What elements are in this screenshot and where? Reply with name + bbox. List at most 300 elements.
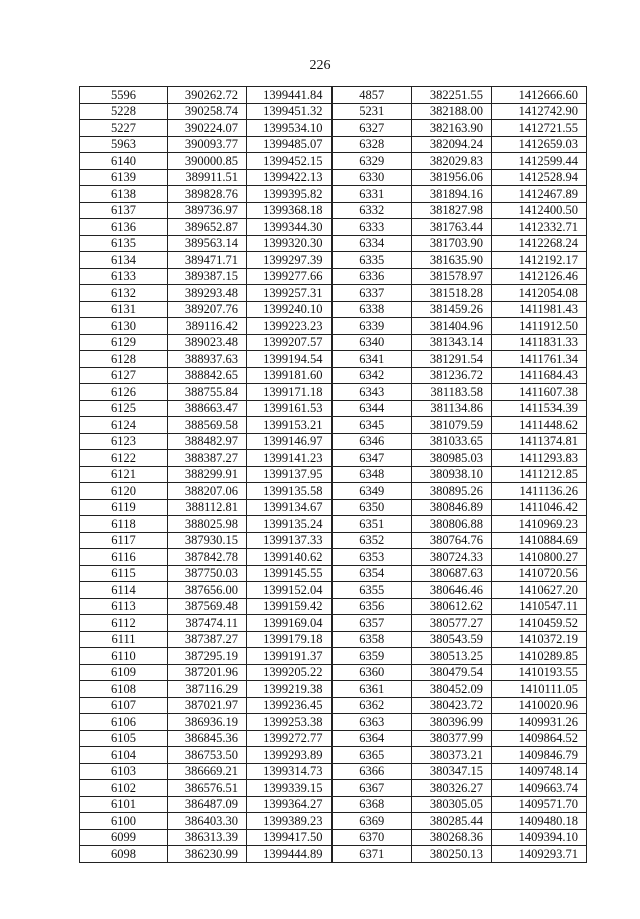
y-coordinate-cell: 1409846.79 (492, 747, 587, 764)
point-id-cell: 5231 (332, 103, 412, 120)
table-row (80, 598, 587, 615)
x-coordinate-cell: 386487.09 (168, 796, 247, 813)
point-id-cell: 6338 (332, 301, 412, 318)
y-coordinate-cell: 1410020.96 (492, 697, 587, 714)
table-row (80, 499, 587, 516)
table-row (80, 846, 587, 863)
point-id-cell: 5228 (80, 103, 168, 120)
y-coordinate-cell: 1410111.05 (492, 681, 587, 698)
y-coordinate-cell: 1412659.03 (492, 136, 587, 153)
y-coordinate-cell: 1409480.18 (492, 813, 587, 830)
point-id-cell: 6363 (332, 714, 412, 731)
x-coordinate-cell: 380396.99 (412, 714, 492, 731)
table-row (80, 334, 587, 351)
y-coordinate-cell: 1399395.82 (247, 186, 332, 203)
y-coordinate-cell: 1409864.52 (492, 730, 587, 747)
point-id-cell: 6361 (332, 681, 412, 698)
y-coordinate-cell: 1412528.94 (492, 169, 587, 186)
x-coordinate-cell: 389736.97 (168, 202, 247, 219)
point-id-cell: 6333 (332, 219, 412, 236)
x-coordinate-cell: 387116.29 (168, 681, 247, 698)
table-row (80, 268, 587, 285)
point-id-cell: 6331 (332, 186, 412, 203)
y-coordinate-cell: 1399389.23 (247, 813, 332, 830)
point-id-cell: 6130 (80, 318, 168, 335)
x-coordinate-cell: 382251.55 (412, 87, 492, 104)
point-id-cell: 6343 (332, 384, 412, 401)
table-row (80, 318, 587, 335)
table-row (80, 763, 587, 780)
y-coordinate-cell: 1411831.33 (492, 334, 587, 351)
table-row (80, 367, 587, 384)
x-coordinate-cell: 388755.84 (168, 384, 247, 401)
y-coordinate-cell: 1399135.24 (247, 516, 332, 533)
table-row (80, 549, 587, 566)
y-coordinate-cell: 1399293.89 (247, 747, 332, 764)
point-id-cell: 6139 (80, 169, 168, 186)
point-id-cell: 6345 (332, 417, 412, 434)
y-coordinate-cell: 1399534.10 (247, 120, 332, 137)
x-coordinate-cell: 386313.39 (168, 829, 247, 846)
point-id-cell: 6348 (332, 466, 412, 483)
x-coordinate-cell: 380724.33 (412, 549, 492, 566)
table-row (80, 664, 587, 681)
point-id-cell: 5227 (80, 120, 168, 137)
x-coordinate-cell: 386669.21 (168, 763, 247, 780)
point-id-cell: 6350 (332, 499, 412, 516)
point-id-cell: 6119 (80, 499, 168, 516)
x-coordinate-cell: 380985.03 (412, 450, 492, 467)
point-id-cell: 6099 (80, 829, 168, 846)
y-coordinate-cell: 1412192.17 (492, 252, 587, 269)
x-coordinate-cell: 388112.81 (168, 499, 247, 516)
y-coordinate-cell: 1399191.37 (247, 648, 332, 665)
y-coordinate-cell: 1411046.42 (492, 499, 587, 516)
table-row (80, 384, 587, 401)
table-row (80, 615, 587, 632)
table-row (80, 532, 587, 549)
y-coordinate-cell: 1399159.42 (247, 598, 332, 615)
y-coordinate-cell: 1411534.39 (492, 400, 587, 417)
point-id-cell: 6358 (332, 631, 412, 648)
x-coordinate-cell: 380326.27 (412, 780, 492, 797)
y-coordinate-cell: 1399152.04 (247, 582, 332, 599)
point-id-cell: 6120 (80, 483, 168, 500)
x-coordinate-cell: 381763.44 (412, 219, 492, 236)
y-coordinate-cell: 1412400.50 (492, 202, 587, 219)
point-id-cell: 6106 (80, 714, 168, 731)
x-coordinate-cell: 388569.58 (168, 417, 247, 434)
x-coordinate-cell: 381079.59 (412, 417, 492, 434)
y-coordinate-cell: 1399134.67 (247, 499, 332, 516)
table-row (80, 714, 587, 731)
point-id-cell: 6121 (80, 466, 168, 483)
y-coordinate-cell: 1399257.31 (247, 285, 332, 302)
x-coordinate-cell: 380513.25 (412, 648, 492, 665)
y-coordinate-cell: 1410884.69 (492, 532, 587, 549)
y-coordinate-cell: 1399219.38 (247, 681, 332, 698)
y-coordinate-cell: 1399236.45 (247, 697, 332, 714)
x-coordinate-cell: 389207.76 (168, 301, 247, 318)
x-coordinate-cell: 389293.48 (168, 285, 247, 302)
x-coordinate-cell: 388387.27 (168, 450, 247, 467)
x-coordinate-cell: 386936.19 (168, 714, 247, 731)
x-coordinate-cell: 381343.14 (412, 334, 492, 351)
point-id-cell: 6136 (80, 219, 168, 236)
y-coordinate-cell: 1409394.10 (492, 829, 587, 846)
point-id-cell: 6330 (332, 169, 412, 186)
point-id-cell: 6351 (332, 516, 412, 533)
table-row (80, 103, 587, 120)
y-coordinate-cell: 1412332.71 (492, 219, 587, 236)
x-coordinate-cell: 387656.00 (168, 582, 247, 599)
y-coordinate-cell: 1399146.97 (247, 433, 332, 450)
x-coordinate-cell: 382094.24 (412, 136, 492, 153)
x-coordinate-cell: 381183.58 (412, 384, 492, 401)
point-id-cell: 6328 (332, 136, 412, 153)
y-coordinate-cell: 1411212.85 (492, 466, 587, 483)
x-coordinate-cell: 390093.77 (168, 136, 247, 153)
y-coordinate-cell: 1399141.23 (247, 450, 332, 467)
coordinates-table-body (80, 87, 587, 863)
x-coordinate-cell: 380806.88 (412, 516, 492, 533)
y-coordinate-cell: 1411761.34 (492, 351, 587, 368)
table-row (80, 450, 587, 467)
point-id-cell: 6128 (80, 351, 168, 368)
point-id-cell: 6353 (332, 549, 412, 566)
table-row (80, 120, 587, 137)
y-coordinate-cell: 1410372.19 (492, 631, 587, 648)
x-coordinate-cell: 387474.11 (168, 615, 247, 632)
y-coordinate-cell: 1412054.08 (492, 285, 587, 302)
table-row (80, 219, 587, 236)
point-id-cell: 6138 (80, 186, 168, 203)
y-coordinate-cell: 1399205.22 (247, 664, 332, 681)
x-coordinate-cell: 380895.26 (412, 483, 492, 500)
y-coordinate-cell: 1399137.95 (247, 466, 332, 483)
x-coordinate-cell: 386403.30 (168, 813, 247, 830)
x-coordinate-cell: 381291.54 (412, 351, 492, 368)
table-row (80, 730, 587, 747)
y-coordinate-cell: 1411684.43 (492, 367, 587, 384)
point-id-cell: 6335 (332, 252, 412, 269)
point-id-cell: 6354 (332, 565, 412, 582)
y-coordinate-cell: 1399344.30 (247, 219, 332, 236)
point-id-cell: 6368 (332, 796, 412, 813)
y-coordinate-cell: 1412721.55 (492, 120, 587, 137)
y-coordinate-cell: 1409663.74 (492, 780, 587, 797)
table-row (80, 301, 587, 318)
y-coordinate-cell: 1412599.44 (492, 153, 587, 170)
y-coordinate-cell: 1411374.81 (492, 433, 587, 450)
y-coordinate-cell: 1399207.57 (247, 334, 332, 351)
x-coordinate-cell: 390000.85 (168, 153, 247, 170)
table-row (80, 780, 587, 797)
table-row (80, 252, 587, 269)
y-coordinate-cell: 1410459.52 (492, 615, 587, 632)
y-coordinate-cell: 1411607.38 (492, 384, 587, 401)
table-row (80, 466, 587, 483)
y-coordinate-cell: 1409571.70 (492, 796, 587, 813)
y-coordinate-cell: 1399314.73 (247, 763, 332, 780)
x-coordinate-cell: 380687.63 (412, 565, 492, 582)
point-id-cell: 6105 (80, 730, 168, 747)
x-coordinate-cell: 381033.65 (412, 433, 492, 450)
point-id-cell: 6112 (80, 615, 168, 632)
point-id-cell: 6124 (80, 417, 168, 434)
y-coordinate-cell: 1409293.71 (492, 846, 587, 863)
table-row (80, 153, 587, 170)
point-id-cell: 6103 (80, 763, 168, 780)
x-coordinate-cell: 380646.46 (412, 582, 492, 599)
y-coordinate-cell: 1399451.32 (247, 103, 332, 120)
point-id-cell: 6132 (80, 285, 168, 302)
x-coordinate-cell: 380577.27 (412, 615, 492, 632)
point-id-cell: 6104 (80, 747, 168, 764)
y-coordinate-cell: 1399137.33 (247, 532, 332, 549)
y-coordinate-cell: 1411981.43 (492, 301, 587, 318)
x-coordinate-cell: 382029.83 (412, 153, 492, 170)
table-row (80, 648, 587, 665)
point-id-cell: 6113 (80, 598, 168, 615)
point-id-cell: 6107 (80, 697, 168, 714)
point-id-cell: 6359 (332, 648, 412, 665)
point-id-cell: 6125 (80, 400, 168, 417)
y-coordinate-cell: 1399444.89 (247, 846, 332, 863)
table-row (80, 565, 587, 582)
point-id-cell: 6336 (332, 268, 412, 285)
x-coordinate-cell: 380543.59 (412, 631, 492, 648)
x-coordinate-cell: 388937.63 (168, 351, 247, 368)
point-id-cell: 6367 (332, 780, 412, 797)
x-coordinate-cell: 389023.48 (168, 334, 247, 351)
table-row (80, 697, 587, 714)
x-coordinate-cell: 380347.15 (412, 763, 492, 780)
y-coordinate-cell: 1411912.50 (492, 318, 587, 335)
point-id-cell: 6334 (332, 235, 412, 252)
y-coordinate-cell: 1399171.18 (247, 384, 332, 401)
point-id-cell: 5596 (80, 87, 168, 104)
y-coordinate-cell: 1399140.62 (247, 549, 332, 566)
point-id-cell: 6135 (80, 235, 168, 252)
table-row (80, 582, 587, 599)
point-id-cell: 6127 (80, 367, 168, 384)
table-row (80, 681, 587, 698)
x-coordinate-cell: 390224.07 (168, 120, 247, 137)
y-coordinate-cell: 1410547.11 (492, 598, 587, 615)
x-coordinate-cell: 388482.97 (168, 433, 247, 450)
point-id-cell: 6369 (332, 813, 412, 830)
y-coordinate-cell: 1412126.46 (492, 268, 587, 285)
x-coordinate-cell: 387750.03 (168, 565, 247, 582)
point-id-cell: 6140 (80, 153, 168, 170)
x-coordinate-cell: 389828.76 (168, 186, 247, 203)
y-coordinate-cell: 1399145.55 (247, 565, 332, 582)
x-coordinate-cell: 381404.96 (412, 318, 492, 335)
x-coordinate-cell: 381236.72 (412, 367, 492, 384)
y-coordinate-cell: 1399368.18 (247, 202, 332, 219)
point-id-cell: 5963 (80, 136, 168, 153)
x-coordinate-cell: 386753.50 (168, 747, 247, 764)
table-row (80, 235, 587, 252)
point-id-cell: 6371 (332, 846, 412, 863)
y-coordinate-cell: 1399441.84 (247, 87, 332, 104)
table-row (80, 796, 587, 813)
table-row (80, 87, 587, 104)
y-coordinate-cell: 1399452.15 (247, 153, 332, 170)
y-coordinate-cell: 1410627.20 (492, 582, 587, 599)
y-coordinate-cell: 1399135.58 (247, 483, 332, 500)
point-id-cell: 6101 (80, 796, 168, 813)
x-coordinate-cell: 381956.06 (412, 169, 492, 186)
x-coordinate-cell: 390262.72 (168, 87, 247, 104)
page-number: 226 (309, 58, 331, 73)
point-id-cell: 6362 (332, 697, 412, 714)
point-id-cell: 6349 (332, 483, 412, 500)
table-row (80, 417, 587, 434)
y-coordinate-cell: 1399320.30 (247, 235, 332, 252)
x-coordinate-cell: 389563.14 (168, 235, 247, 252)
point-id-cell: 6118 (80, 516, 168, 533)
point-id-cell: 6329 (332, 153, 412, 170)
coordinates-table (79, 86, 587, 863)
x-coordinate-cell: 389652.87 (168, 219, 247, 236)
y-coordinate-cell: 1399179.18 (247, 631, 332, 648)
table-row (80, 631, 587, 648)
point-id-cell: 6115 (80, 565, 168, 582)
point-id-cell: 6366 (332, 763, 412, 780)
point-id-cell: 6137 (80, 202, 168, 219)
x-coordinate-cell: 381635.90 (412, 252, 492, 269)
x-coordinate-cell: 381827.98 (412, 202, 492, 219)
point-id-cell: 6109 (80, 664, 168, 681)
point-id-cell: 6370 (332, 829, 412, 846)
x-coordinate-cell: 381703.90 (412, 235, 492, 252)
point-id-cell: 4857 (332, 87, 412, 104)
x-coordinate-cell: 380846.89 (412, 499, 492, 516)
x-coordinate-cell: 387295.19 (168, 648, 247, 665)
point-id-cell: 6098 (80, 846, 168, 863)
x-coordinate-cell: 389911.51 (168, 169, 247, 186)
x-coordinate-cell: 380479.54 (412, 664, 492, 681)
x-coordinate-cell: 388842.65 (168, 367, 247, 384)
table-row (80, 136, 587, 153)
x-coordinate-cell: 389387.15 (168, 268, 247, 285)
point-id-cell: 6100 (80, 813, 168, 830)
x-coordinate-cell: 387021.97 (168, 697, 247, 714)
x-coordinate-cell: 386576.51 (168, 780, 247, 797)
y-coordinate-cell: 1399485.07 (247, 136, 332, 153)
point-id-cell: 6108 (80, 681, 168, 698)
y-coordinate-cell: 1409931.26 (492, 714, 587, 731)
point-id-cell: 6110 (80, 648, 168, 665)
y-coordinate-cell: 1412666.60 (492, 87, 587, 104)
x-coordinate-cell: 380764.76 (412, 532, 492, 549)
point-id-cell: 6111 (80, 631, 168, 648)
x-coordinate-cell: 386845.36 (168, 730, 247, 747)
y-coordinate-cell: 1409748.14 (492, 763, 587, 780)
y-coordinate-cell: 1399297.39 (247, 252, 332, 269)
x-coordinate-cell: 389116.42 (168, 318, 247, 335)
x-coordinate-cell: 380373.21 (412, 747, 492, 764)
point-id-cell: 6114 (80, 582, 168, 599)
y-coordinate-cell: 1412268.24 (492, 235, 587, 252)
x-coordinate-cell: 387930.15 (168, 532, 247, 549)
point-id-cell: 6102 (80, 780, 168, 797)
x-coordinate-cell: 380377.99 (412, 730, 492, 747)
y-coordinate-cell: 1399422.13 (247, 169, 332, 186)
x-coordinate-cell: 389471.71 (168, 252, 247, 269)
point-id-cell: 6357 (332, 615, 412, 632)
y-coordinate-cell: 1411293.83 (492, 450, 587, 467)
point-id-cell: 6364 (332, 730, 412, 747)
point-id-cell: 6342 (332, 367, 412, 384)
y-coordinate-cell: 1412467.89 (492, 186, 587, 203)
x-coordinate-cell: 380285.44 (412, 813, 492, 830)
x-coordinate-cell: 387201.96 (168, 664, 247, 681)
point-id-cell: 6344 (332, 400, 412, 417)
point-id-cell: 6339 (332, 318, 412, 335)
table-row (80, 202, 587, 219)
table-row (80, 433, 587, 450)
point-id-cell: 6129 (80, 334, 168, 351)
point-id-cell: 6352 (332, 532, 412, 549)
table-row (80, 747, 587, 764)
table-row (80, 285, 587, 302)
x-coordinate-cell: 380938.10 (412, 466, 492, 483)
point-id-cell: 6117 (80, 532, 168, 549)
y-coordinate-cell: 1412742.90 (492, 103, 587, 120)
y-coordinate-cell: 1410289.85 (492, 648, 587, 665)
table-row (80, 351, 587, 368)
point-id-cell: 6340 (332, 334, 412, 351)
point-id-cell: 6360 (332, 664, 412, 681)
y-coordinate-cell: 1399253.38 (247, 714, 332, 731)
x-coordinate-cell: 382163.90 (412, 120, 492, 137)
table-row (80, 813, 587, 830)
point-id-cell: 6347 (332, 450, 412, 467)
x-coordinate-cell: 388207.06 (168, 483, 247, 500)
y-coordinate-cell: 1399240.10 (247, 301, 332, 318)
x-coordinate-cell: 380305.05 (412, 796, 492, 813)
point-id-cell: 6123 (80, 433, 168, 450)
point-id-cell: 6122 (80, 450, 168, 467)
table-row (80, 483, 587, 500)
y-coordinate-cell: 1410720.56 (492, 565, 587, 582)
x-coordinate-cell: 381459.26 (412, 301, 492, 318)
table-row (80, 516, 587, 533)
point-id-cell: 6133 (80, 268, 168, 285)
y-coordinate-cell: 1399181.60 (247, 367, 332, 384)
y-coordinate-cell: 1410193.55 (492, 664, 587, 681)
table-row (80, 829, 587, 846)
x-coordinate-cell: 388025.98 (168, 516, 247, 533)
x-coordinate-cell: 381518.28 (412, 285, 492, 302)
x-coordinate-cell: 381134.86 (412, 400, 492, 417)
point-id-cell: 6126 (80, 384, 168, 401)
table-row (80, 169, 587, 186)
table-row (80, 400, 587, 417)
y-coordinate-cell: 1399417.50 (247, 829, 332, 846)
y-coordinate-cell: 1399223.23 (247, 318, 332, 335)
x-coordinate-cell: 380268.36 (412, 829, 492, 846)
y-coordinate-cell: 1399339.15 (247, 780, 332, 797)
y-coordinate-cell: 1411448.62 (492, 417, 587, 434)
x-coordinate-cell: 387387.27 (168, 631, 247, 648)
y-coordinate-cell: 1399277.66 (247, 268, 332, 285)
point-id-cell: 6356 (332, 598, 412, 615)
x-coordinate-cell: 388299.91 (168, 466, 247, 483)
